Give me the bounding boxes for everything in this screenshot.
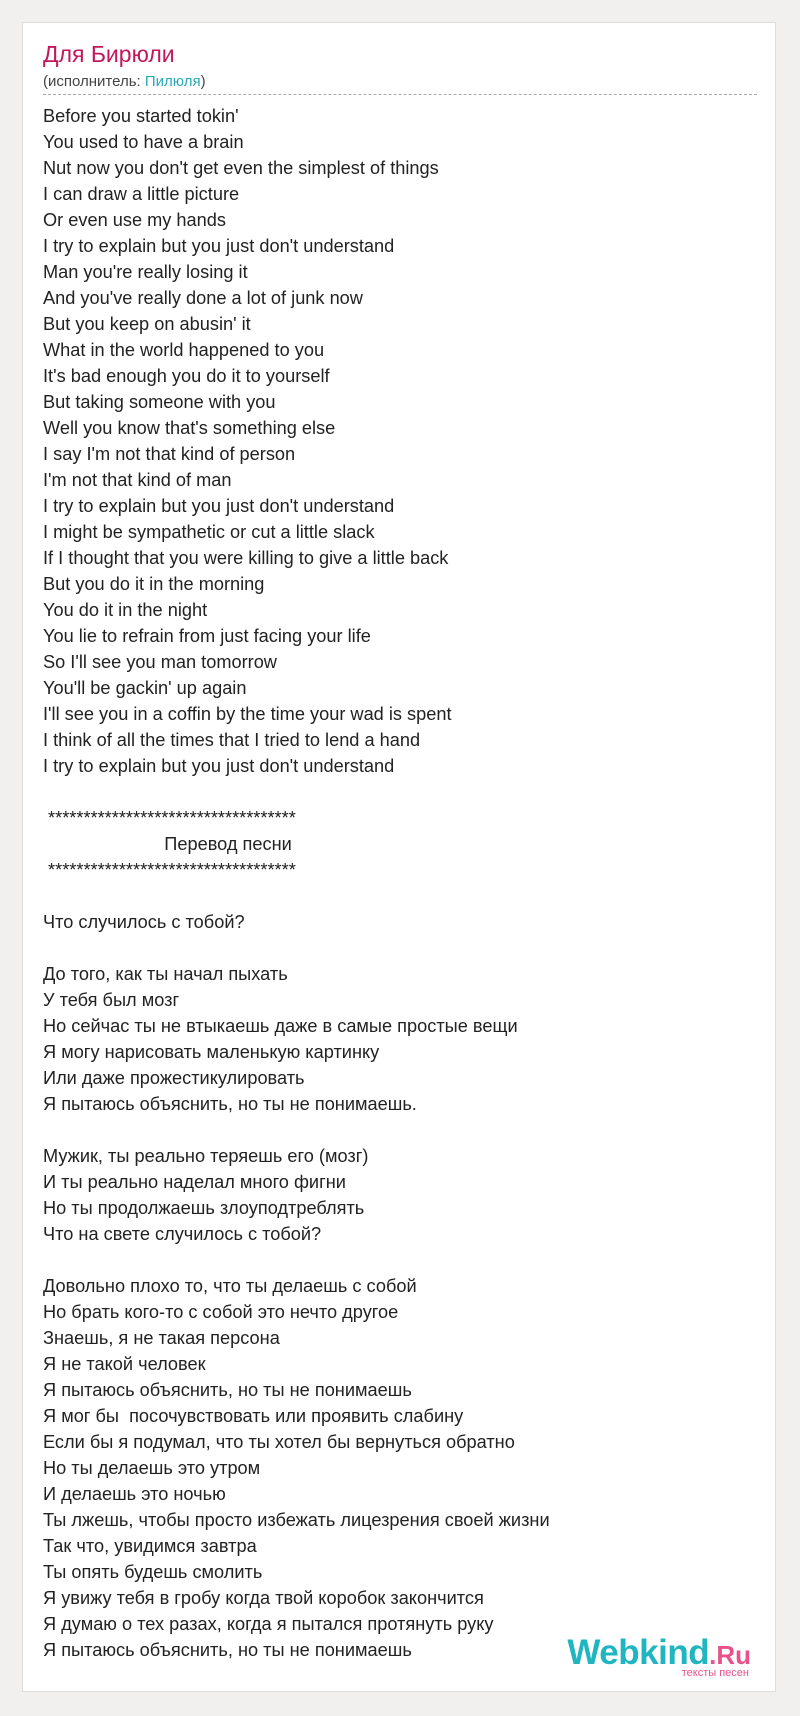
lyric-line: I can draw a little picture [43,184,240,204]
blank-line [43,779,757,805]
lyric-line: До того, как ты начал пыхать [43,964,288,984]
lyric-line: И делаешь это ночью [43,1484,226,1504]
lyric-line: But taking someone with you [43,392,276,412]
lyric-line: Что случилось с тобой? [43,912,245,932]
lyric-line: Я думаю о тех разах, когда я пытался протянуть руку [43,1614,494,1634]
lyric-line: You'll be gackin' up again [43,678,247,698]
artist-prefix: (исполнитель: [43,73,145,90]
lyric-line: I'll see you in a coffin by the time your wad is spent [43,704,452,724]
lyric-line: Я пытаюсь объяснить, но ты не понимаешь [43,1640,412,1660]
lyric-line: Что на свете случилось с тобой? [43,1224,322,1244]
artist-suffix: ) [200,73,206,90]
lyric-line: Я увижу тебя в гробу когда твой коробок закончится [43,1588,484,1608]
lyric-line: Если бы я подумал, что ты хотел бы вернуться обратно [43,1432,515,1452]
lyrics-card [22,22,776,1692]
lyric-line: Я могу нарисовать маленькую картинку [43,1042,380,1062]
lyric-line: Nut now you don't get even the simplest of things [43,158,439,178]
lyric-line: Я мог бы посочувствовать или проявить слабину [43,1406,464,1426]
lyric-line: Так что, увидимся завтра [43,1536,257,1556]
blank-line [43,883,757,909]
artist-link[interactable]: Пилюля [144,73,201,90]
blank-line [43,1117,757,1143]
lyric-line: I try to explain but you just don't understand [43,756,395,776]
lyric-line: Но брать кого-то с собой это нечто другое [43,1302,399,1322]
lyric-line: *********************************** [43,808,296,828]
lyric-line: And you've really done a lot of junk now [43,288,363,308]
lyric-line: Я не такой человек [43,1354,206,1374]
logo-wordmark: Webkind [567,1633,710,1672]
lyric-line: I say I'm not that kind of person [43,444,296,464]
lyric-line: I try to explain but you just don't understand [43,236,395,256]
lyric-line: I might be sympathetic or cut a little slack [43,522,375,542]
lyric-line: У тебя был мозг [43,990,180,1010]
lyric-line: I think of all the times that I tried to lend a hand [43,730,421,750]
lyric-line: If I thought that you were killing to give a little back [43,548,449,568]
lyric-line: Довольно плохо то, что ты делаешь с собой [43,1276,417,1296]
artist-line [43,73,206,90]
lyric-line: Я пытаюсь объяснить, но ты не понимаешь [43,1380,412,1400]
lyric-line: Или даже прожестикулировать [43,1068,305,1088]
lyric-line: Man you're really losing it [43,262,248,282]
lyrics-body [43,103,757,1663]
song-title: Для Бирюли [43,41,175,67]
lyric-line: Я пытаюсь объяснить, но ты не понимаешь. [43,1094,417,1114]
lyric-line: Но сейчас ты не втыкаешь даже в самые простые вещи [43,1016,518,1036]
lyric-line: I try to explain but you just don't understand [43,496,395,516]
lyric-line: Before you started tokin' [43,106,239,126]
lyric-line: Ты опять будешь смолить [43,1562,263,1582]
lyric-line: *********************************** [43,860,296,880]
lyric-line: But you do it in the morning [43,574,265,594]
lyric-line: It's bad enough you do it to yourself [43,366,330,386]
lyric-line: You do it in the night [43,600,208,620]
blank-line [43,935,757,961]
title-divider [43,94,757,95]
logo-tagline: тексты песен [681,1667,749,1679]
lyric-line: You used to have a brain [43,132,244,152]
lyric-line: И ты реально наделал много фигни [43,1172,346,1192]
site-logo[interactable] [567,1635,751,1679]
lyric-line: Ты лжешь, чтобы просто избежать лицезрения своей жизни [43,1510,550,1530]
lyric-line: You lie to refrain from just facing your life [43,626,371,646]
lyric-line: So I'll see you man tomorrow [43,652,277,672]
lyric-line: Мужик, ты реально теряешь его (мозг) [43,1146,369,1166]
lyric-line: Но ты делаешь это утром [43,1458,261,1478]
logo-domain: .Ru [709,1640,751,1670]
blank-line [43,1247,757,1273]
lyric-line: What in the world happened to you [43,340,325,360]
lyric-line: Перевод песни [43,834,292,854]
lyric-line: Well you know that's something else [43,418,336,438]
lyric-line: Знаешь, я не такая персона [43,1328,280,1348]
lyric-line: Но ты продолжаешь злоуподтреблять [43,1198,365,1218]
lyric-line: But you keep on abusin' it [43,314,251,334]
lyric-line: Or even use my hands [43,210,226,230]
lyric-line: I'm not that kind of man [43,470,232,490]
